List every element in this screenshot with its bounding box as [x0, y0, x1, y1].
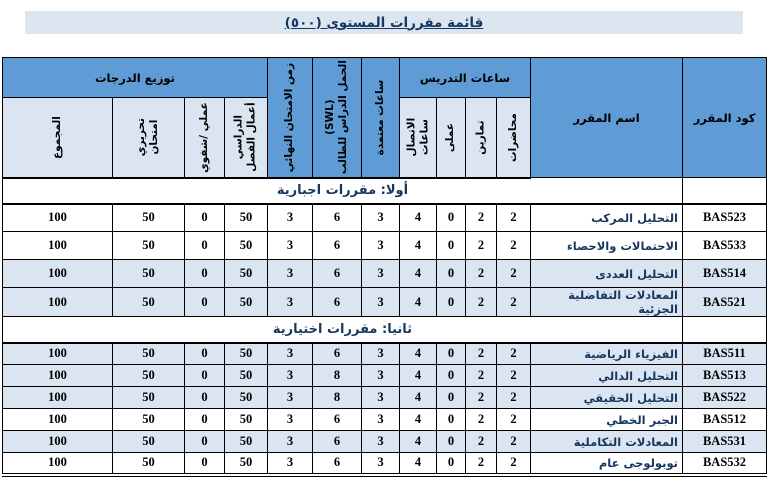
- written-exam-cell: 50: [112, 260, 184, 288]
- practical-cell: 0: [437, 260, 466, 288]
- header-total: المجموع: [2, 98, 112, 178]
- exercises-cell: 2: [466, 387, 497, 409]
- header-contact-hours: الاتصال ساعات: [399, 98, 436, 178]
- page-title-bar: [25, 11, 743, 34]
- total-cell: 100: [2, 453, 112, 475]
- practical-cell: 0: [437, 431, 466, 453]
- practical-cell: 0: [437, 409, 466, 431]
- semester-work-cell: 50: [224, 387, 267, 409]
- semester-work-cell: 50: [224, 204, 267, 232]
- course-code-cell: BAS514: [683, 260, 767, 288]
- course-code-cell: BAS522: [683, 387, 767, 409]
- practical-cell: 0: [437, 343, 466, 365]
- course-name-cell: التحليل العددى: [531, 260, 683, 288]
- contact-cell: 4: [399, 204, 436, 232]
- exam-time-cell: 3: [267, 204, 312, 232]
- total-cell: 100: [2, 409, 112, 431]
- header-student-workload: (SWL) الحمل الدراس للطالب: [312, 58, 361, 178]
- lectures-cell: 2: [497, 453, 531, 475]
- written-exam-cell: 50: [112, 232, 184, 260]
- practical-oral-cell: 0: [184, 232, 224, 260]
- semester-work-cell: 50: [224, 260, 267, 288]
- course-row: [2, 431, 766, 453]
- credit-cell: 3: [361, 453, 399, 475]
- total-cell: 100: [2, 431, 112, 453]
- credit-cell: 3: [361, 204, 399, 232]
- exam-time-cell: 3: [267, 409, 312, 431]
- course-name-cell: المعادلات التكاملية: [531, 431, 683, 453]
- header-semester-work: الدراسي أعمال الفصل: [224, 98, 267, 178]
- course-code-cell: BAS533: [683, 232, 767, 260]
- swl-cell: 8: [312, 365, 361, 387]
- exercises-cell: 2: [466, 431, 497, 453]
- lectures-cell: 2: [497, 204, 531, 232]
- total-cell: 100: [2, 288, 112, 317]
- total-cell: 100: [2, 365, 112, 387]
- semester-work-cell: 50: [224, 453, 267, 475]
- practical-oral-cell: 0: [184, 260, 224, 288]
- course-name-cell: توبولوجى عام: [531, 453, 683, 475]
- contact-cell: 4: [399, 387, 436, 409]
- practical-cell: 0: [437, 288, 466, 317]
- course-name-cell: التحليل الدالي: [531, 365, 683, 387]
- exercises-cell: 2: [466, 204, 497, 232]
- header-final-exam-time: زمن الامتحان النهائي: [267, 58, 312, 178]
- header-practical-oral: عملي /شفوي: [184, 98, 224, 178]
- header-group-teaching-hours: ساعات التدريس: [399, 58, 530, 98]
- written-exam-cell: 50: [112, 365, 184, 387]
- swl-cell: 6: [312, 343, 361, 365]
- credit-cell: 3: [361, 343, 399, 365]
- contact-cell: 4: [399, 431, 436, 453]
- contact-cell: 4: [399, 365, 436, 387]
- practical-cell: 0: [437, 453, 466, 475]
- course-name-cell: الجبر الخطي: [531, 409, 683, 431]
- contact-cell: 4: [399, 343, 436, 365]
- exercises-cell: 2: [466, 365, 497, 387]
- course-name-cell: الفيزياء الرياضية: [531, 343, 683, 365]
- course-code-cell: BAS511: [683, 343, 767, 365]
- course-row: [2, 409, 766, 431]
- page-title: قائمة مقررات المستوى (٥٠٠): [284, 14, 484, 31]
- exam-time-cell: 3: [267, 453, 312, 475]
- written-exam-cell: 50: [112, 204, 184, 232]
- course-row: [2, 232, 766, 260]
- lectures-cell: 2: [497, 431, 531, 453]
- lectures-cell: 2: [497, 387, 531, 409]
- lectures-cell: 2: [497, 260, 531, 288]
- header-practical: عملى: [437, 98, 466, 178]
- exam-time-cell: 3: [267, 343, 312, 365]
- total-cell: 100: [2, 232, 112, 260]
- lectures-cell: 2: [497, 365, 531, 387]
- course-code-cell: BAS521: [683, 288, 767, 317]
- exercises-cell: 2: [466, 453, 497, 475]
- course-row: [2, 204, 766, 232]
- swl-cell: 6: [312, 409, 361, 431]
- practical-oral-cell: 0: [184, 204, 224, 232]
- total-cell: 100: [2, 204, 112, 232]
- total-cell: 100: [2, 343, 112, 365]
- course-name-cell: المعادلات التفاضلية الجزئية: [531, 288, 683, 317]
- course-name-cell: التحليل المركب: [531, 204, 683, 232]
- written-exam-cell: 50: [112, 453, 184, 475]
- header-exercises: تمارين: [466, 98, 497, 178]
- course-row: [2, 453, 766, 475]
- lectures-cell: 2: [497, 343, 531, 365]
- header-written-exam: تحريري امتحان: [112, 98, 184, 178]
- semester-work-cell: 50: [224, 343, 267, 365]
- header-course-code: كود المقرر: [683, 58, 767, 178]
- course-row: [2, 387, 766, 409]
- swl-cell: 6: [312, 204, 361, 232]
- exercises-cell: 2: [466, 288, 497, 317]
- practical-cell: 0: [437, 365, 466, 387]
- exam-time-cell: 3: [267, 260, 312, 288]
- practical-oral-cell: 0: [184, 387, 224, 409]
- exam-time-cell: 3: [267, 387, 312, 409]
- lectures-cell: 2: [497, 409, 531, 431]
- contact-cell: 4: [399, 288, 436, 317]
- header-group-row: [2, 58, 766, 98]
- course-row: [2, 343, 766, 365]
- credit-cell: 3: [361, 431, 399, 453]
- section-code-empty-cell: [683, 178, 767, 204]
- practical-cell: 0: [437, 232, 466, 260]
- course-row: [2, 365, 766, 387]
- exercises-cell: 2: [466, 343, 497, 365]
- section-header-row: [2, 317, 766, 343]
- credit-cell: 3: [361, 409, 399, 431]
- section-header-row: [2, 178, 766, 204]
- lectures-cell: 2: [497, 232, 531, 260]
- total-cell: 100: [2, 260, 112, 288]
- contact-cell: 4: [399, 453, 436, 475]
- course-code-cell: BAS531: [683, 431, 767, 453]
- section-title: ثانيا: مقررات اختيارية: [2, 317, 682, 343]
- course-name-cell: الاحتمالات والاحصاء: [531, 232, 683, 260]
- swl-cell: 6: [312, 260, 361, 288]
- swl-cell: 6: [312, 431, 361, 453]
- practical-oral-cell: 0: [184, 453, 224, 475]
- written-exam-cell: 50: [112, 387, 184, 409]
- contact-cell: 4: [399, 409, 436, 431]
- course-list-table: [2, 57, 767, 477]
- course-code-cell: BAS513: [683, 365, 767, 387]
- practical-oral-cell: 0: [184, 409, 224, 431]
- header-course-name: اسم المقرر: [531, 58, 683, 178]
- exercises-cell: 2: [466, 260, 497, 288]
- semester-work-cell: 50: [224, 365, 267, 387]
- practical-oral-cell: 0: [184, 431, 224, 453]
- credit-cell: 3: [361, 260, 399, 288]
- credit-cell: 3: [361, 365, 399, 387]
- course-name-cell: التحليل الحقيقي: [531, 387, 683, 409]
- semester-work-cell: 50: [224, 409, 267, 431]
- written-exam-cell: 50: [112, 288, 184, 317]
- exam-time-cell: 3: [267, 365, 312, 387]
- credit-cell: 3: [361, 232, 399, 260]
- total-cell: 100: [2, 387, 112, 409]
- exam-time-cell: 3: [267, 431, 312, 453]
- exercises-cell: 2: [466, 232, 497, 260]
- swl-cell: 6: [312, 288, 361, 317]
- written-exam-cell: 50: [112, 431, 184, 453]
- credit-cell: 3: [361, 387, 399, 409]
- header-lectures: محاضرات: [497, 98, 531, 178]
- course-row: [2, 260, 766, 288]
- swl-cell: 8: [312, 387, 361, 409]
- section-code-empty-cell: [683, 317, 767, 343]
- exercises-cell: 2: [466, 409, 497, 431]
- semester-work-cell: 50: [224, 431, 267, 453]
- practical-oral-cell: 0: [184, 288, 224, 317]
- credit-cell: 3: [361, 288, 399, 317]
- lectures-cell: 2: [497, 288, 531, 317]
- contact-cell: 4: [399, 232, 436, 260]
- course-code-cell: BAS512: [683, 409, 767, 431]
- practical-cell: 0: [437, 204, 466, 232]
- written-exam-cell: 50: [112, 343, 184, 365]
- semester-work-cell: 50: [224, 232, 267, 260]
- course-row: [2, 288, 766, 317]
- exam-time-cell: 3: [267, 232, 312, 260]
- semester-work-cell: 50: [224, 288, 267, 317]
- practical-cell: 0: [437, 387, 466, 409]
- swl-cell: 6: [312, 232, 361, 260]
- table-body: [2, 178, 766, 475]
- swl-cell: 6: [312, 453, 361, 475]
- practical-oral-cell: 0: [184, 365, 224, 387]
- exam-time-cell: 3: [267, 288, 312, 317]
- header-credit-hours: ساعات معتمدة: [361, 58, 399, 178]
- header-group-grade-distribution: توزيع الدرجات: [2, 58, 267, 98]
- course-code-cell: BAS532: [683, 453, 767, 475]
- practical-oral-cell: 0: [184, 343, 224, 365]
- course-code-cell: BAS523: [683, 204, 767, 232]
- contact-cell: 4: [399, 260, 436, 288]
- section-title: أولا: مقررات اجبارية: [2, 178, 682, 204]
- written-exam-cell: 50: [112, 409, 184, 431]
